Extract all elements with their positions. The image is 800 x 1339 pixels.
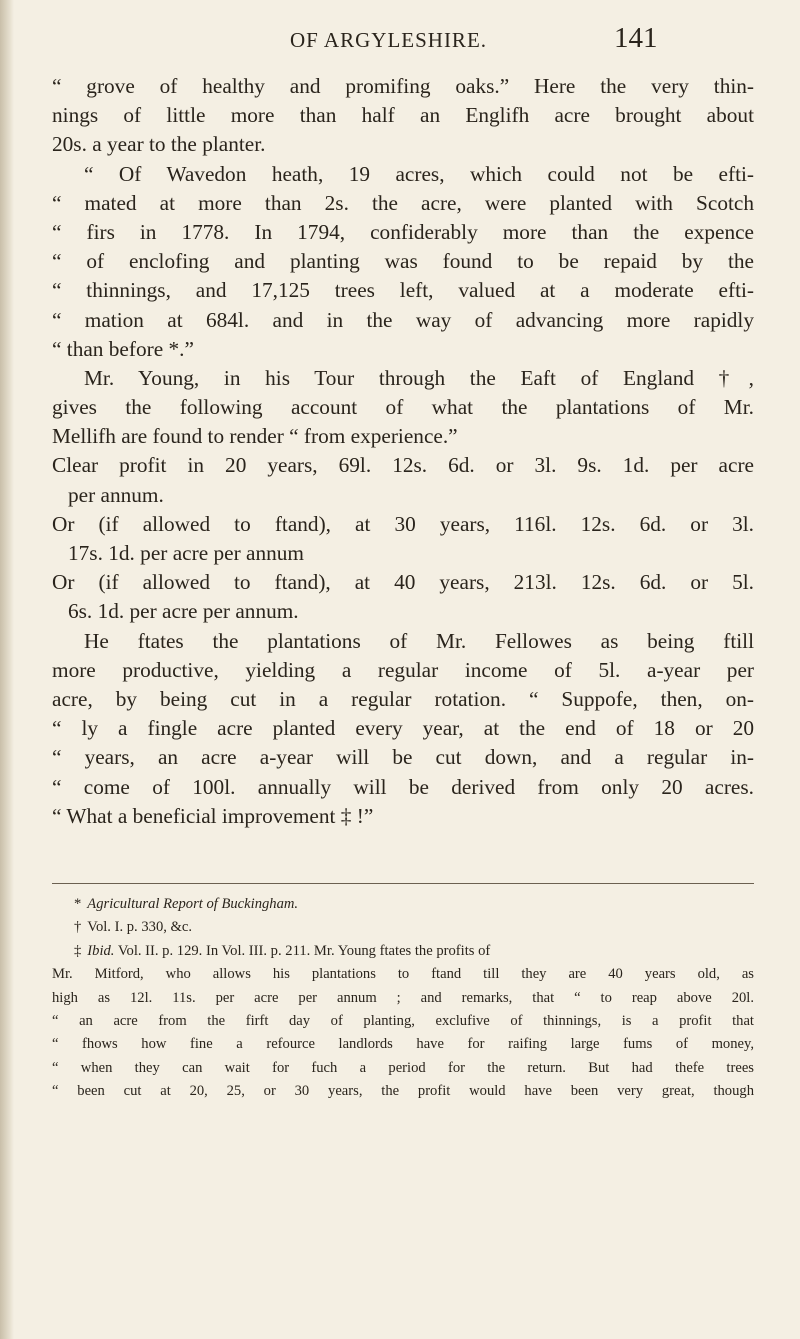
text-line: Mellifh are found to render “ from experience.” <box>52 424 458 449</box>
text-line: per annum. <box>68 482 164 507</box>
text-line: “ mated at more than 2s. the acre, were planted with Scotch <box>52 190 754 215</box>
footnote-3 <box>52 940 754 963</box>
text-line: “ of enclofing and planting was found to be repaid by the <box>52 249 754 274</box>
footnote-line: Mr. Mitford, who allows his plantations to ftand till they are 40 years old, as <box>52 966 754 983</box>
text-line: “ thinnings, and 17,125 trees left, valued at a moderate efti- <box>52 278 754 303</box>
text-line: “ What a beneficial improvement ‡ !” <box>52 803 374 828</box>
text-line: acre, by being cut in a regular rotation. “ Suppofe, then, on- <box>52 686 754 711</box>
footnote-marker: * <box>74 896 82 912</box>
text-line: He ftates the plantations of Mr. Fellowes as being ftill <box>84 628 754 653</box>
text-line: “ Of Wavedon heath, 19 acres, which could not be efti- <box>84 161 754 186</box>
text-line: 20s. a year to the planter. <box>52 132 266 157</box>
footnote-line: “ when they can wait for fuch a period for the return. But had thefe trees <box>52 1059 754 1076</box>
footnote-line: high as 12l. 11s. per acre per annum ; and remarks, that “ to reap above 20l. <box>52 989 754 1006</box>
text-line: Clear profit in 20 years, 69l. 12s. 6d. or 3l. 9s. 1d. per acre <box>52 453 754 478</box>
text-line: “ firs in 1778. In 1794, confiderably more than the expence <box>52 219 754 244</box>
footnotes <box>52 893 754 1104</box>
text-line: nings of little more than half an Englifh acre brought about <box>52 103 754 128</box>
text-line: 17s. 1d. per acre per annum <box>68 541 304 565</box>
page-gutter-shadow <box>0 0 14 1339</box>
footnote-line: “ been cut at 20, 25, or 30 years, the profit would have been very great, though <box>52 1083 754 1100</box>
footnote-marker: ‡ <box>74 942 82 959</box>
page-header <box>0 22 800 58</box>
text-line: 6s. 1d. per acre per annum. <box>68 599 299 624</box>
text-line: “ ly a fingle acre planted every year, at the end of 18 or 20 <box>52 716 754 741</box>
footnote-text: Vol. II. p. 129. In Vol. III. p. 211. Mr. Young ftates the profits of <box>117 942 491 959</box>
text-line: gives the following account of what the plantations of Mr. <box>52 395 754 420</box>
footnote-line: “ fhows how fine a refource landlords have for raifing large fums of money, <box>52 1036 754 1053</box>
footnote-1 <box>52 893 754 916</box>
text-line: Mr. Young, in his Tour through the Eaft of England †, <box>84 365 754 390</box>
text-line: Or (if allowed to ftand), at 40 years, 213l. 12s. 6d. or 5l. <box>52 570 754 595</box>
text-line: “ than before *.” <box>52 336 194 361</box>
footnote-rule <box>52 883 754 884</box>
text-line: “ come of 100l. annually will be derived from only 20 acres. <box>52 774 754 799</box>
page-number: 141 <box>614 22 658 54</box>
footnote-marker: † <box>74 919 82 936</box>
footnote-line: “ an acre from the firft day of planting, exclufive of thinnings, is a profit that <box>52 1012 754 1029</box>
main-text <box>52 72 754 831</box>
footnote-text: Agricultural Report of Buckingham. <box>87 896 299 912</box>
footnote-ibid: Ibid. <box>87 942 115 959</box>
footnote-2 <box>52 916 754 939</box>
text-line: “ grove of healthy and promifing oaks.” Here the very thin- <box>52 74 754 98</box>
text-line: “ years, an acre a-year will be cut down, and a regular in- <box>52 745 754 770</box>
text-line: Or (if allowed to ftand), at 30 years, 116l. 12s. 6d. or 3l. <box>52 511 754 536</box>
footnote-text: Vol. I. p. 330, &c. <box>87 919 193 936</box>
text-line: more productive, yielding a regular income of 5l. a-year per <box>52 657 754 682</box>
text-line: “ mation at 684l. and in the way of advancing more rapidly <box>52 307 754 332</box>
running-head: OF ARGYLESHIRE. <box>290 28 488 52</box>
